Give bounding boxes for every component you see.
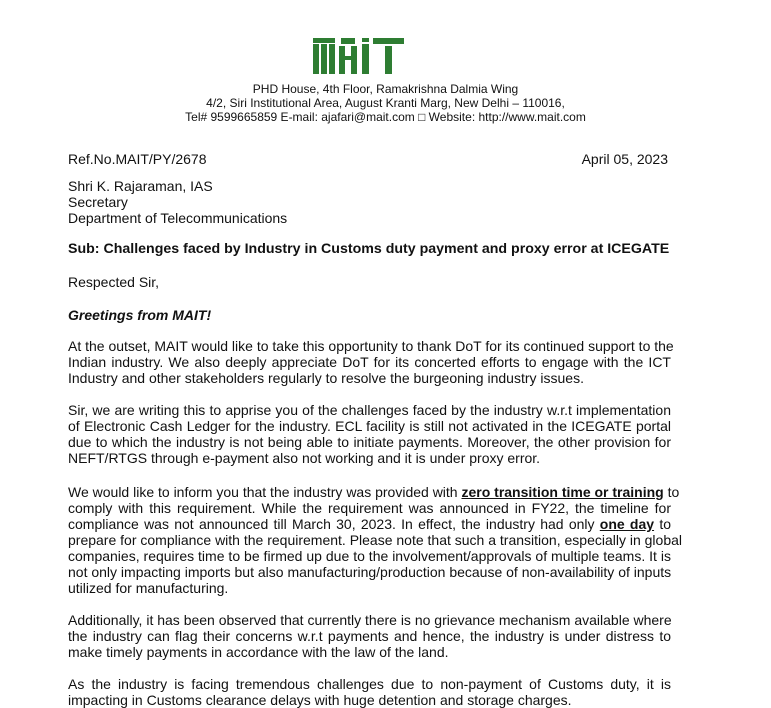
paragraph-line: make timely payments in accordance with the law of the land. [68,644,449,660]
paragraph-line: Additionally, it has been observed that currently there is no grievance mechanism available where [68,612,672,628]
paragraph-line: NEFT/RTGS through e-payment also not working and it is under proxy error. [68,450,541,466]
paragraph-1 [68,338,674,386]
paragraph-4 [68,612,671,660]
emphasis-zero-transition: zero transition time or training [461,484,664,500]
paragraph-line: Indian industry. We also deeply appreciate DoT for its concerted efforts to engage with the ICT [68,354,671,370]
letter-date: April 05, 2023 [581,151,668,167]
address-line-1: PHD House, 4th Floor, Ramakrishna Dalmia Wing [252,82,519,96]
paragraph-line: prepare for compliance with the requirement. Please note that such a transition, especially in global [68,532,683,548]
paragraph-line: As the industry is facing tremendous challenges due to non-payment of Customs duty, it is [68,676,671,692]
paragraph-line: impacting in Customs clearance delays with huge detention and storage charges. [68,692,572,708]
paragraph-line [68,516,671,532]
address-line-2: 4/2, Siri Institutional Area, August Kranti Marg, New Delhi – 110016, [206,96,565,110]
paragraph-5 [68,676,671,708]
text-run: to [654,516,671,532]
paragraph-line: the industry can flag their concerns w.r.t payments and hence, the industry is under distress to [68,628,671,644]
reference-number: Ref.No.MAIT/PY/2678 [68,151,207,167]
paragraph-line: of Electronic Cash Ledger for the industry. ECL facility is still not activated in the ICEGATE portal [68,418,671,434]
emphasis-one-day: one day [599,516,655,532]
salutation: Respected Sir, [68,274,160,290]
recipient-name: Shri K. Rajaraman, IAS [68,178,213,194]
recipient-block [68,178,287,226]
text-run: compliance was not announced till March 30, 2023. In effect, the industry had only [68,516,600,532]
recipient-org: Department of Telecommunications [68,210,288,226]
paragraph-line: utilized for manufacturing. [68,580,229,596]
text-run: We would like to inform you that the industry was provided with [68,484,462,500]
paragraph-line: due to which the industry is not being able to initiate payments. Moreover, the other provision for [68,434,671,450]
paragraph-line: comply with this requirement. While the requirement was announced in FY22, the timeline for [68,500,671,516]
paragraph-line: Sir, we are writing this to apprise you of the challenges faced by the industry w.r.t implementation [68,402,671,418]
paragraph-line: Industry and other stakeholders regularly to resolve the burgeoning industry issues. [68,370,584,386]
paragraph-line [68,484,680,500]
text-run: to [663,484,680,500]
paragraph-2 [68,402,671,466]
letterhead-address [0,82,771,124]
contact-line: Tel# 9599665859 E-mail: ajafari@mait.com □ Website: http://www.mait.com [185,110,586,124]
recipient-title: Secretary [68,194,128,210]
paragraph-line: At the outset, MAIT would like to take this opportunity to thank DoT for its continued support to the [68,338,674,354]
paragraph-3 [68,484,683,596]
paragraph-line: companies, requires time to be firmed up due to the involvement/approvals of multiple teams. It is [68,548,671,564]
paragraph-line: not only impacting imports but also manufacturing/production because of non-availability of inputs [68,564,672,580]
mait-logo [313,38,405,74]
greeting: Greetings from MAIT! [68,307,212,323]
subject-line: Sub: Challenges faced by Industry in Customs duty payment and proxy error at ICEGATE [68,241,670,257]
